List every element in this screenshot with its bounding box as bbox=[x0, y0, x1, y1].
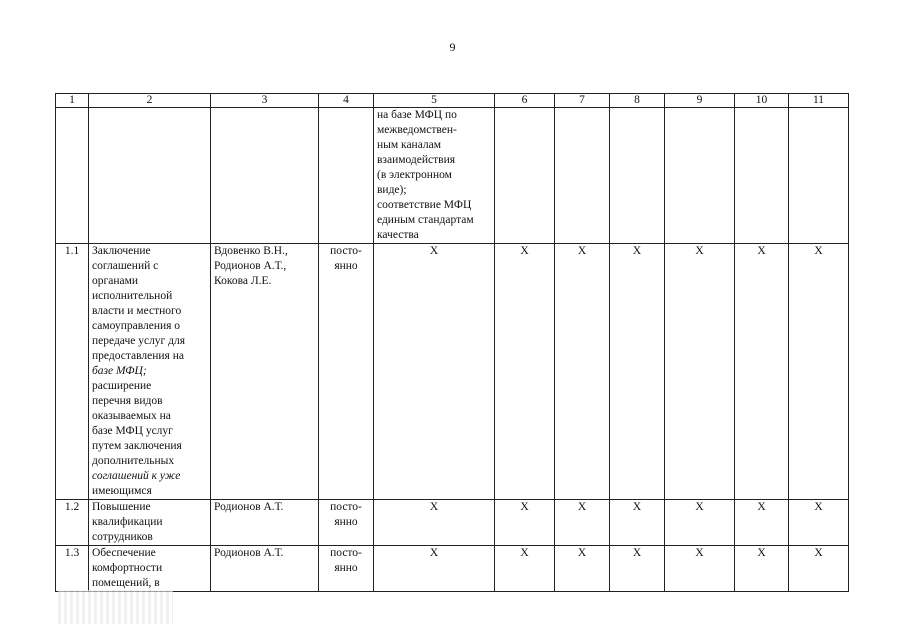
cell-mark: X bbox=[495, 500, 555, 546]
table-row-continuation bbox=[56, 108, 849, 244]
cell-title bbox=[89, 546, 211, 592]
cell-mark bbox=[789, 108, 849, 244]
cell-mark bbox=[665, 108, 735, 244]
term-line: янно bbox=[334, 516, 358, 528]
title-line: путем заключения bbox=[92, 440, 182, 452]
title-line: базе МФЦ; bbox=[92, 365, 147, 377]
indicator-line: (в электронном bbox=[377, 169, 452, 181]
cell-responsible bbox=[211, 546, 319, 592]
title-line: имеющимся bbox=[92, 485, 152, 497]
cell-mark: X bbox=[665, 244, 735, 500]
cell-mark: X bbox=[495, 244, 555, 500]
title-line: расширение bbox=[92, 380, 152, 392]
title-line: соглашений к уже bbox=[92, 470, 181, 482]
cell-mark: X bbox=[374, 546, 495, 592]
cell-num bbox=[56, 108, 89, 244]
cell-mark bbox=[555, 108, 610, 244]
cell-mark: X bbox=[374, 244, 495, 500]
cell-indicator bbox=[374, 108, 495, 244]
cell-term bbox=[319, 500, 374, 546]
cell-mark: X bbox=[555, 500, 610, 546]
header-cell: 4 bbox=[319, 94, 374, 108]
title-line: Обеспечение bbox=[92, 547, 156, 559]
title-line: дополнительных bbox=[92, 455, 175, 467]
cell-mark: X bbox=[495, 546, 555, 592]
title-line: Заключение bbox=[92, 245, 151, 257]
indicator-line: виде); bbox=[377, 184, 407, 196]
cell-mark: X bbox=[735, 546, 789, 592]
header-cell: 2 bbox=[89, 94, 211, 108]
indicator-line: ным каналам bbox=[377, 139, 442, 151]
title-line: предоставления на bbox=[92, 350, 184, 362]
term-line: посто- bbox=[330, 547, 362, 559]
header-cell: 8 bbox=[610, 94, 665, 108]
title-line: комфортности bbox=[92, 562, 163, 574]
cell-num: 1.2 bbox=[56, 500, 89, 546]
page-number: 9 bbox=[449, 40, 456, 54]
title-line: перечня видов bbox=[92, 395, 163, 407]
title-line: власти и местного bbox=[92, 305, 182, 317]
responsible-line: Родионов А.Т. bbox=[214, 501, 284, 513]
title-line: самоуправления о bbox=[92, 320, 181, 332]
header-cell: 5 bbox=[374, 94, 495, 108]
plan-table bbox=[55, 93, 849, 592]
cell-mark bbox=[610, 108, 665, 244]
header-cell: 3 bbox=[211, 94, 319, 108]
cell-num: 1.1 bbox=[56, 244, 89, 500]
title-line: оказываемых на bbox=[92, 410, 171, 422]
cell-mark: X bbox=[610, 546, 665, 592]
cell-mark: X bbox=[374, 500, 495, 546]
header-cell: 1 bbox=[56, 94, 89, 108]
responsible-line: Родионов А.Т. bbox=[214, 547, 284, 559]
cell-mark bbox=[735, 108, 789, 244]
title-line: сотрудников bbox=[92, 531, 153, 543]
header-cell: 11 bbox=[789, 94, 849, 108]
term-line: янно bbox=[334, 260, 358, 272]
title-line: исполнительной bbox=[92, 290, 173, 302]
cell-term bbox=[319, 546, 374, 592]
cell-responsible bbox=[211, 244, 319, 500]
table-row bbox=[56, 244, 849, 500]
header-cell: 7 bbox=[555, 94, 610, 108]
cell-term bbox=[319, 244, 374, 500]
title-line: помещений, в bbox=[92, 577, 160, 589]
title-line: органами bbox=[92, 275, 139, 287]
indicator-line: межведомствен- bbox=[377, 124, 457, 136]
cell-mark: X bbox=[555, 244, 610, 500]
indicator-line: взаимодействия bbox=[377, 154, 456, 166]
responsible-line: Кокова Л.Е. bbox=[214, 275, 272, 287]
cell-title bbox=[89, 500, 211, 546]
title-line: квалификации bbox=[92, 516, 163, 528]
indicator-line: соответствие МФЦ bbox=[377, 199, 472, 211]
title-line: Повышение bbox=[92, 501, 151, 513]
cell-mark: X bbox=[610, 244, 665, 500]
term-line: янно bbox=[334, 562, 358, 574]
faint-stamp-mark bbox=[58, 590, 173, 624]
header-cell: 6 bbox=[495, 94, 555, 108]
cell-title bbox=[89, 108, 211, 244]
cell-mark: X bbox=[610, 500, 665, 546]
responsible-line: Родионов А.Т., bbox=[214, 260, 287, 272]
indicator-line: качества bbox=[377, 229, 419, 241]
cell-mark: X bbox=[789, 244, 849, 500]
cell-num: 1.3 bbox=[56, 546, 89, 592]
cell-title bbox=[89, 244, 211, 500]
cell-mark: X bbox=[665, 500, 735, 546]
title-line: передаче услуг для bbox=[92, 335, 186, 347]
term-line: посто- bbox=[330, 245, 362, 257]
header-cell: 9 bbox=[665, 94, 735, 108]
cell-mark: X bbox=[735, 244, 789, 500]
cell-responsible bbox=[211, 108, 319, 244]
title-line: соглашений с bbox=[92, 260, 159, 272]
cell-mark: X bbox=[789, 546, 849, 592]
cell-term bbox=[319, 108, 374, 244]
cell-mark: X bbox=[555, 546, 610, 592]
cell-mark: X bbox=[735, 500, 789, 546]
indicator-line: на базе МФЦ по bbox=[377, 109, 457, 121]
header-cell: 10 bbox=[735, 94, 789, 108]
table-row bbox=[56, 500, 849, 546]
header-row bbox=[56, 94, 849, 108]
title-line: базе МФЦ услуг bbox=[92, 425, 173, 437]
cell-mark: X bbox=[789, 500, 849, 546]
term-line: посто- bbox=[330, 501, 362, 513]
cell-mark bbox=[495, 108, 555, 244]
cell-mark: X bbox=[665, 546, 735, 592]
table-row bbox=[56, 546, 849, 592]
cell-responsible bbox=[211, 500, 319, 546]
responsible-line: Вдовенко В.Н., bbox=[214, 245, 288, 257]
indicator-line: единым стандартам bbox=[377, 214, 474, 226]
